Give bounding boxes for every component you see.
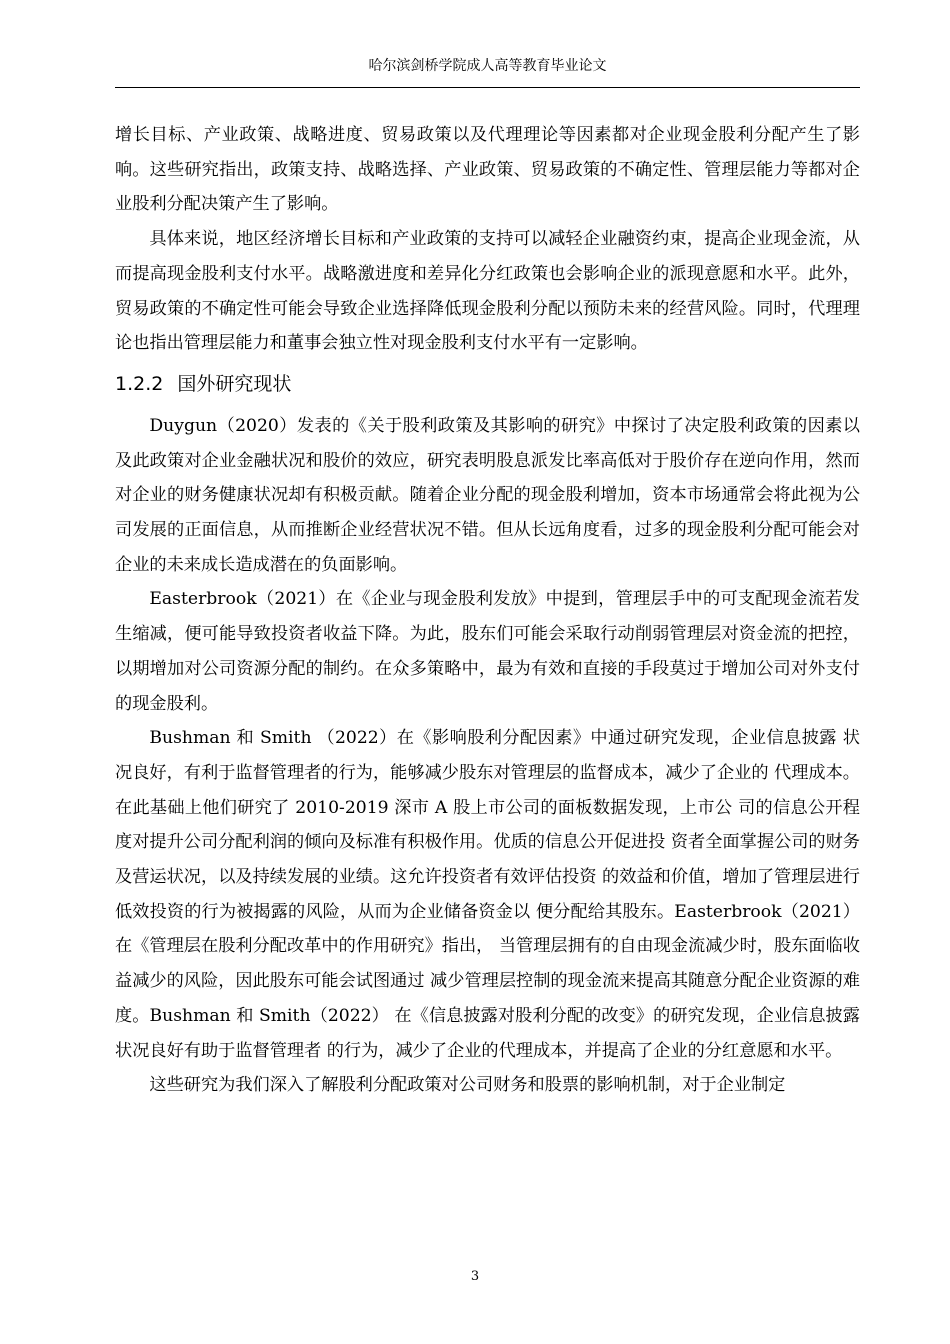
document-body bbox=[115, 118, 860, 1103]
body-paragraph: Bushman 和 Smith （2022）在《影响股利分配因素》中通过研究发现，企业信息披露 状况良好，有利于监督管理者的行为，能够减少股东对管理层的监督成本，减少了企业的 代理成本。在此基础上他们研究了 2010-2019 深市 A 股上市公司的面板数据发现，上市公 司的信息公开程度对提升公司分配利润的倾向及标准有积极作用。优质的信息公开促进投 资者全面掌握公司的财务及营运状况，以及持续发展的业绩。这允许投资者有效评估投资 的效益和价值，增加了管理层进行低效投资的行为被揭露的风险，从而为企业储备资金以 便分配给其股东。Easterbrook（2021）在《管理层在股利分配改革中的作用研究》指出， 当管理层拥有的自由现金流减少时，股东面临收益减少的风险，因此股东可能会试图通过 减少管理层控制的现金流来提高其随意分配企业资源的难度。Bushman 和 Smith（2022） 在《信息披露对股利分配的改变》的研究发现，企业信息披露状况良好有助于监督管理者 的行为，减少了企业的代理成本，并提高了企业的分红意愿和水平。 bbox=[115, 728, 860, 1061]
body-paragraph: 这些研究为我们深入了解股利分配政策对公司财务和股票的影响机制，对于企业制定 bbox=[149, 1075, 786, 1096]
page-header bbox=[115, 56, 860, 88]
body-paragraph: Duygun（2020）发表的《关于股利政策及其影响的研究》中探讨了决定股利政策的因素以及此政策对企业金融状况和股价的效应，研究表明股息派发比率高低对于股价存在逆向作用，然而对企业的财务健康状况却有积极贡献。随着企业分配的现金股利增加，资本市场通常会将此视为公司发展的正面信息，从而推断企业经营状况不错。但从长远角度看，过多的现金股利分配可能会对企业的未来成长造成潜在的负面影响。 bbox=[115, 415, 860, 575]
body-paragraph: Easterbrook（2021）在《企业与现金股利发放》中提到，管理层手中的可支配现金流若发生缩减，便可能导致投资者收益下降。为此，股东们可能会采取行动削弱管理层对资金流的把控，以期增加对公司资源分配的制约。在众多策略中，最为有效和直接的手段莫过于增加公司对外支付的现金股利。 bbox=[115, 589, 860, 714]
section-number: 1.2.2 bbox=[115, 372, 164, 395]
header-title: 哈尔滨剑桥学院成人高等教育毕业论文 bbox=[368, 58, 607, 74]
section-title: 国外研究现状 bbox=[177, 372, 292, 395]
section-heading bbox=[115, 365, 860, 403]
body-paragraph: 增长目标、产业政策、战略进度、贸易政策以及代理理论等因素都对企业现金股利分配产生了影响。这些研究指出，政策支持、战略选择、产业政策、贸易政策的不确定性、管理层能力等都对企业股利分配决策产生了影响。 bbox=[115, 125, 860, 215]
page-number: 3 bbox=[470, 1269, 480, 1284]
body-paragraph: 具体来说，地区经济增长目标和产业政策的支持可以减轻企业融资约束，提高企业现金流，从而提高现金股利支付水平。战略激进度和差异化分红政策也会影响企业的派现意愿和水平。此外，贸易政策的不确定性可能会导致企业选择降低现金股利分配以预防未来的经营风险。同时，代理理论也指出管理层能力和董事会独立性对现金股利支付水平有一定影响。 bbox=[115, 229, 860, 354]
